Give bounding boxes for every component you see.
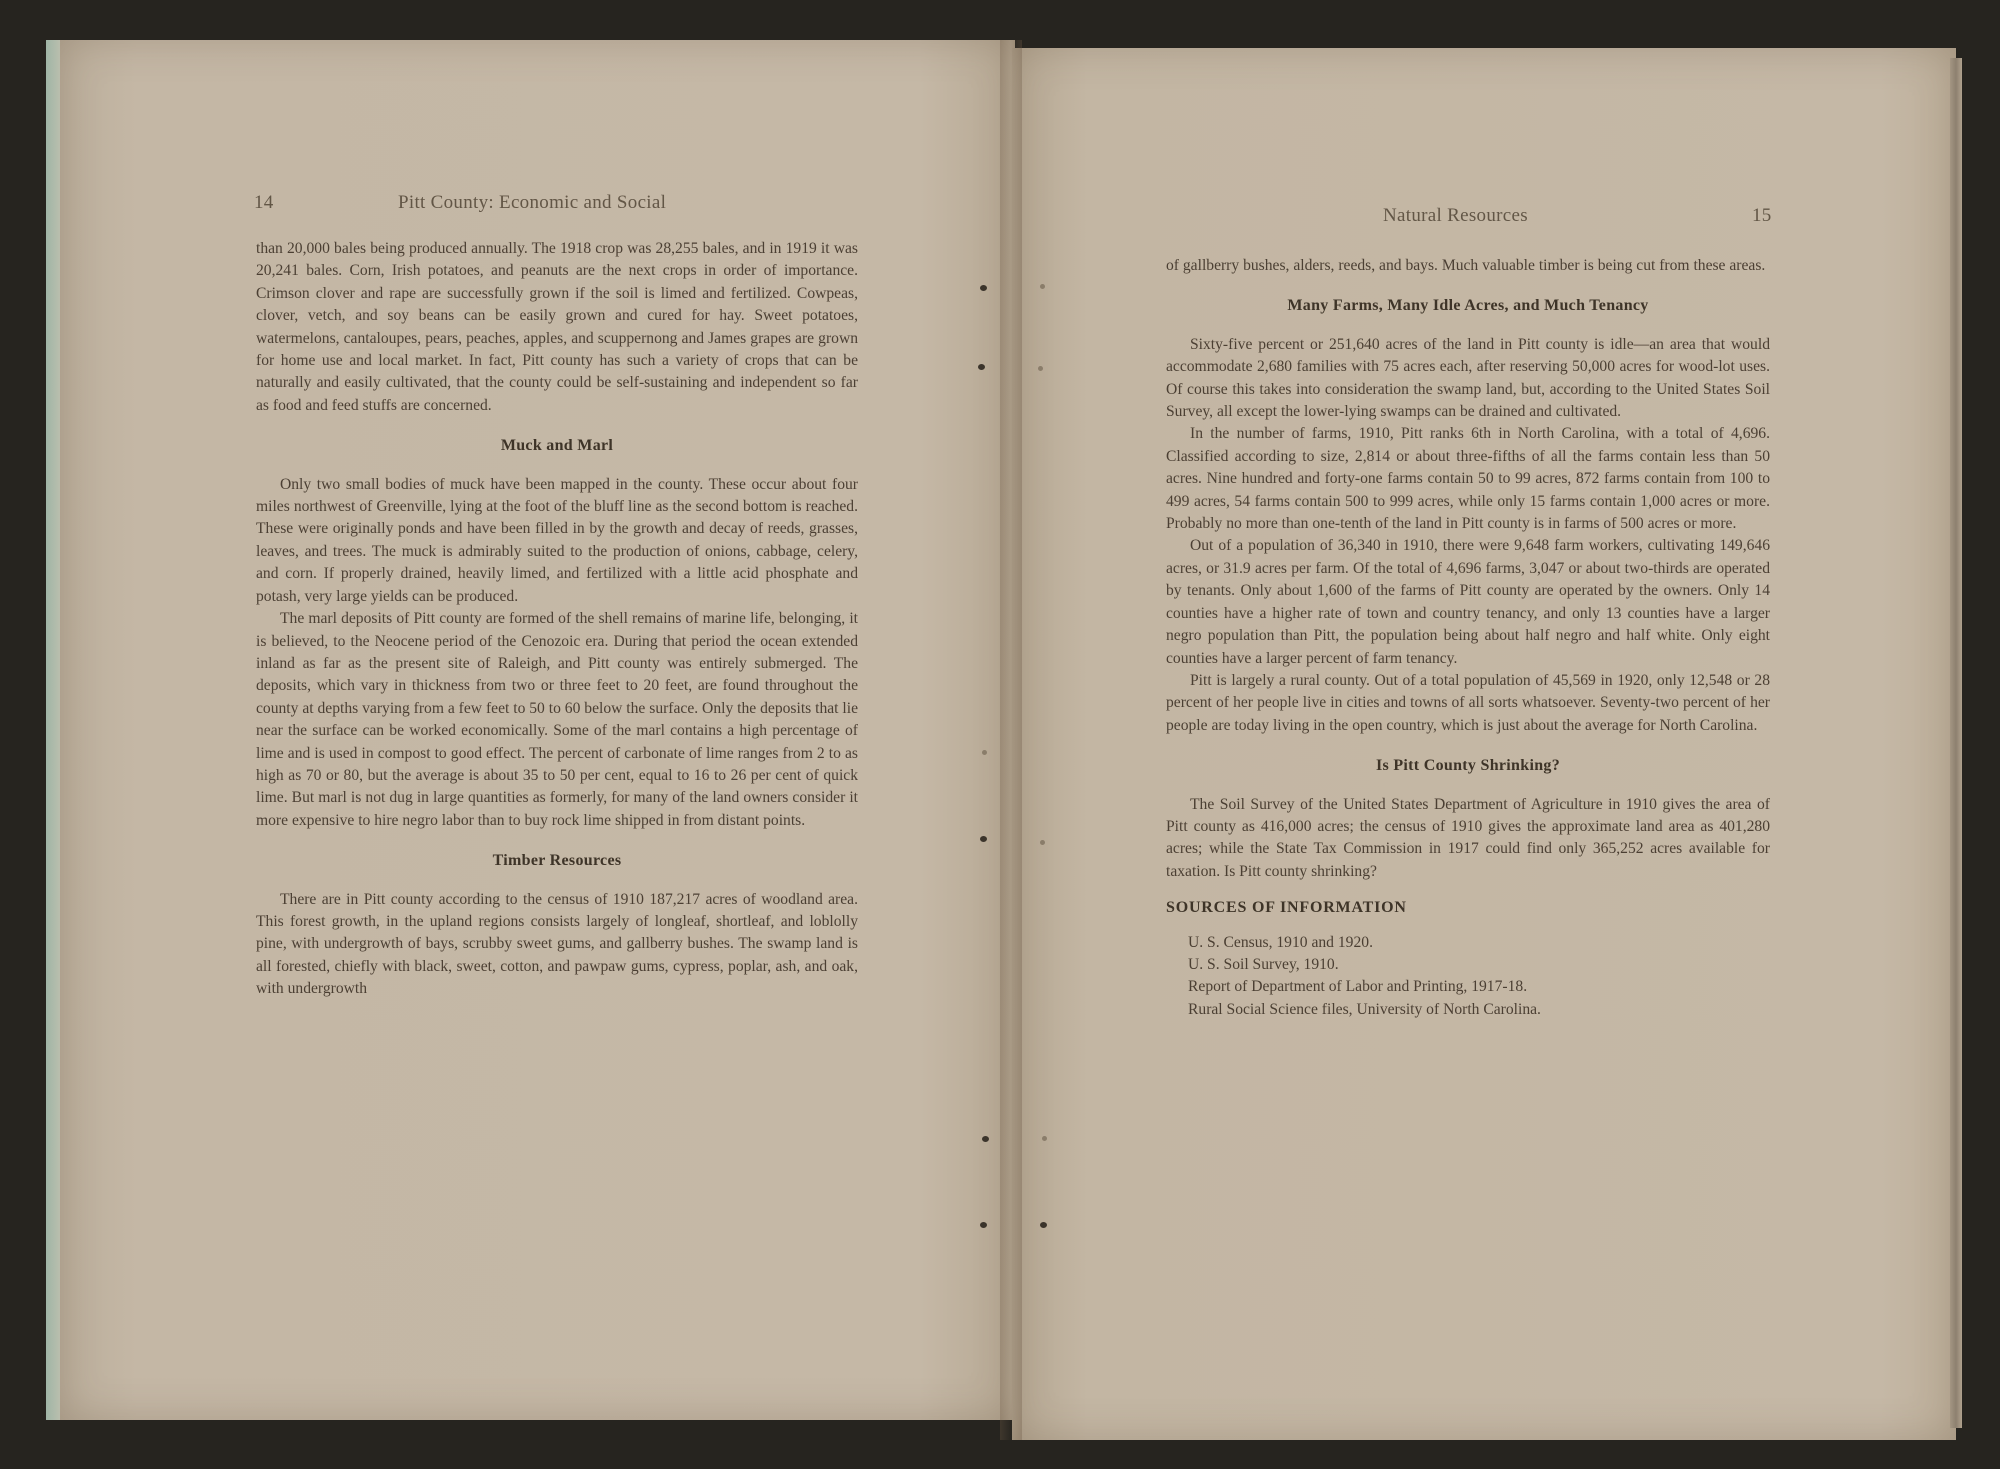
right-running-head: Natural Resources xyxy=(1383,205,1528,226)
body-paragraph: Sixty-five percent or 251,640 acres of the land in Pitt county is idle—an area that would accommodate 2,680 families with 75 acres each, after reserving 50,000 acres for wood-lot uses. Of course this takes into consideration the swamp land, but, according to the United States Soil Survey, all except the lower-lying swamps can be drained and cultivated. xyxy=(1166,335,1770,421)
left-running-head: Pitt County: Economic and Social xyxy=(398,192,667,213)
left-text-column xyxy=(256,238,858,1001)
source-item: Report of Department of Labor and Printing, 1917-18. xyxy=(1188,978,1528,996)
source-item: U. S. Soil Survey, 1910. xyxy=(1188,955,1339,973)
stitch-hole xyxy=(1040,840,1045,845)
stitch-hole xyxy=(1038,366,1043,371)
body-paragraph: Pitt is largely a rural county. Out of a total population of 45,569 in 1920, only 12,548 or 28 percent of her people live in cities and towns of all sorts whatsoever. Seventy-two percent of her people are today living in the open country, which is just about the average for North Carolina. xyxy=(1166,671,1770,734)
body-paragraph: than 20,000 bales being produced annually. The 1918 crop was 28,255 bales, and in 1919 it was 20,241 bales. Corn, Irish potatoes, and peanuts are the next crops in order of importance. Crimson clover and rape are successfully grown if the soil is limed and fertilized. Cowpeas, clover, vetch, and soy beans can be easily grown and cured for hay. Sweet potatoes, watermelons, cantaloupes, pears, peaches, apples, and scuppernong and James grapes are grown for home use and local market. In fact, Pitt county has such a variety of crops that can be naturally and easily cultivated, that the county could be self-sustaining and independent so far as food and feed stuffs are concerned. xyxy=(256,240,858,414)
book-gutter xyxy=(1000,40,1022,1440)
source-item: U. S. Census, 1910 and 1920. xyxy=(1188,933,1373,951)
sources-heading: SOURCES OF INFORMATION xyxy=(1166,899,1407,917)
stitch-hole xyxy=(980,1222,987,1228)
body-paragraph: There are in Pitt county according to the census of 1910 187,217 acres of woodland area. This forest growth, in the upland regions consists largely of longleaf, shortleaf, and loblolly pine, with undergrowth of bays, scrubby sweet gums, and gallberry bushes. The swamp land is all forested, chiefly with black, sweet, cotton, and pawpaw gums, cypress, poplar, ash, and oak, with undergrowth xyxy=(256,890,858,998)
stitch-hole xyxy=(1040,284,1045,289)
section-heading: Many Farms, Many Idle Acres, and Much Tenancy xyxy=(1287,297,1649,315)
stitch-hole xyxy=(1040,1222,1047,1228)
stitch-hole xyxy=(1042,1136,1047,1141)
body-paragraph: The Soil Survey of the United States Department of Agriculture in 1910 gives the area of Pitt county as 416,000 acres; the census of 1910 gives the approximate land area as 401,280 acres; while the State Tax Commission in 1917 could find only 365,252 acres available for taxation. Is Pitt county shrinking? xyxy=(1166,795,1770,880)
body-paragraph: The marl deposits of Pitt county are formed of the shell remains of marine life, belonging, it is believed, to the Neocene period of the Cenozoic era. During that period the ocean extended inland as far as the present site of Raleigh, and Pitt county was entirely submerged. The deposits, which vary in thickness from two or three feet to 20 feet, are found throughout the county at depths varying from a few feet to 50 to 60 below the surface. Only the deposits that lie near the surface can be worked economically. Some of the marl contains a high percentage of lime and is used in compost to good effect. The percent of carbonate of lime ranges from 2 to as high as 70 or 80, but the average is about 35 to 50 per cent, equal to 16 to 26 per cent of quick lime. But marl is not dug in large quantities as formerly, for many of the land owners consider it more expensive to hire negro labor than to buy rock lime shipped in from distant points. xyxy=(256,610,858,829)
body-paragraph: Only two small bodies of muck have been mapped in the county. These occur about four miles northwest of Greenville, lying at the foot of the bluff line as the second bottom is reached. These were originally ponds and have been filled in by the growth and decay of reeds, grasses, leaves, and trees. The muck is admirably suited to the production of onions, cabbage, celery, and corn. If properly drained, heavily limed, and fertilized with a little acid phosphate and potash, very large yields can be produced. xyxy=(256,475,858,605)
stitch-hole xyxy=(980,836,987,842)
section-heading: Is Pitt County Shrinking? xyxy=(1376,757,1560,775)
body-paragraph: of gallberry bushes, alders, reeds, and bays. Much valuable timber is being cut from these areas. xyxy=(1166,257,1766,274)
source-item: Rural Social Science files, University of North Carolina. xyxy=(1188,1000,1541,1018)
body-paragraph: In the number of farms, 1910, Pitt ranks 6th in North Carolina, with a total of 4,696. Classified according to size, 2,814 or about three-fifths of all the farms contain less than 50 acres. Nine hundred and forty-one farms contain 50 to 99 acres, 872 farms contain from 100 to 499 acres, 54 farms contain 500 to 999 acres, while only 15 farms contain 1,000 acres or more. Probably no more than one-tenth of the land in Pitt county is in farms of 500 acres or more. xyxy=(1166,425,1770,533)
section-heading: Muck and Marl xyxy=(500,437,614,455)
stitch-hole xyxy=(980,285,987,291)
stitch-hole xyxy=(978,364,985,370)
left-page-number: 14 xyxy=(254,192,274,213)
section-heading: Timber Resources xyxy=(492,852,622,870)
right-page-number: 15 xyxy=(1752,205,1772,226)
sources-list xyxy=(1166,932,1770,1022)
page-stack-edge xyxy=(1950,58,1962,1428)
body-paragraph: Out of a population of 36,340 in 1910, there were 9,648 farm workers, cultivating 149,646 acres, or 31.9 acres per farm. Of the total of 4,696 farms, 3,047 or about two-thirds are operated by tenants. Only about 1,600 of the farms of Pitt county are operated by the owners. Only 14 counties have a higher rate of town and country tenancy, and only 13 counties have a larger negro population than Pitt, the population being about half negro and half white. Only eight counties have a larger percent of farm tenancy. xyxy=(1166,537,1770,667)
stitch-hole xyxy=(982,1136,989,1142)
stitch-hole xyxy=(982,750,987,755)
right-text-column xyxy=(1166,255,1770,1021)
